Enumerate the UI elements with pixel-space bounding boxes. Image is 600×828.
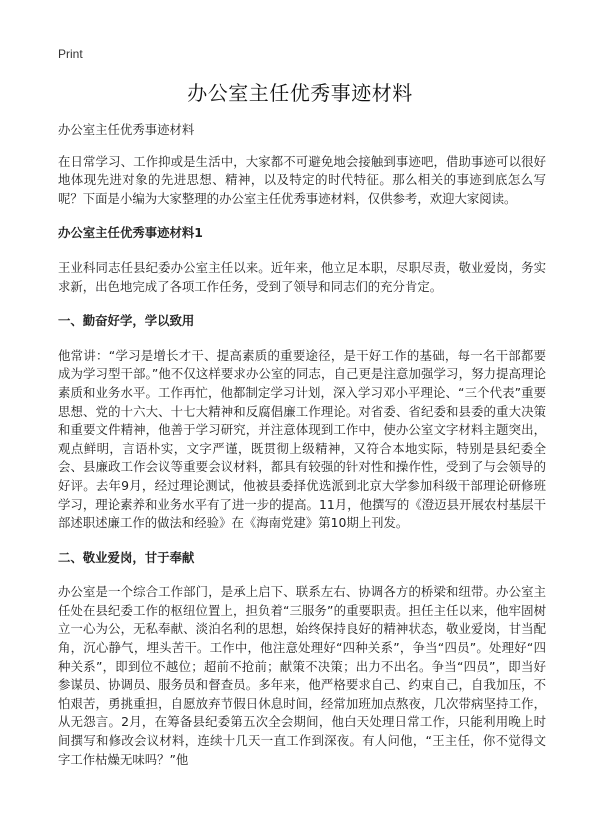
dedication-paragraph: 办公室是一个综合工作部门，是承上启下、联系左右、协调各方的桥梁和纽带。办公室主任处在县纪委工作的枢纽位置上，担负着“三服务”的重要职责。担任主任以来，他牢固树立一心为公，无私奉献、淡泊名利的思想，始终保持良好的精神状态，敬业爱岗，甘当配角，沉心静气，埋头苦干。工作中，他注意处理好“四种关系”，争当“四员”。处理好“四种关系”，即到位不越位；超前不抢前；献策不决策；出力不出名。争当“四员”，即当好参谋员、协调员、服务员和督查员。多年来，他严格要求自己、约束自己，自我加压，不怕艰苦，勇挑重担，自愿放弃节假日休息时间，经常加班加点熬夜，几次带病坚持工作，从无怨言。2月，在筹备县纪委第五次全会期间，他白天处理日常工作，只能利用晚上时间撰写和修改会议材料，连续十几天一直工作到深夜。有人问他，“王主任，你不觉得文字工作枯燥无味吗？”他 — [58, 584, 546, 767]
intro-paragraph: 在日常学习、工作抑或是生活中，大家都不可避免地会接触到事迹吧，借助事迹可以很好地体现先进对象的先进思想、精神，以及特定的时代特征。那么相关的事迹到底怎么写呢？下面是小编为大家整理的办公室主任优秀事迹材料，仅供参考，欢迎大家阅读。 — [58, 153, 546, 206]
print-link[interactable]: Print — [58, 47, 83, 61]
section-heading: 办公室主任优秀事迹材料1 — [58, 225, 203, 241]
subheading-dedication: 二、敬业爱岗，甘于奉献 — [58, 549, 195, 565]
section-intro-paragraph: 王业科同志任县纪委办公室主任以来。近年来，他立足本职，尽职尽责，敬业爱岗，务实求新，出色地完成了各项工作任务，受到了领导和同志们的充分肯定。 — [58, 259, 546, 294]
subheading-study: 一、勤奋好学，学以致用 — [58, 313, 195, 329]
article-subtitle: 办公室主任优秀事迹材料 — [58, 122, 195, 137]
page-title: 办公室主任优秀事迹材料 — [187, 81, 413, 105]
study-paragraph: 他常讲：“学习是增长才干、提高素质的重要途径，是干好工作的基础，每一名干部都要成为学习型干部。”他不仅这样要求办公室的同志，自己更是注意加强学习，努力提高理论素质和业务水平。工作再忙，他都制定学习计划，深入学习邓小平理论、“三个代表”重要思想、党的十六大、十七大精神和反腐倡廉工作理论。对省委、省纪委和县委的重大决策和重要文件精神，他善于学习研究，并注意体现到工作中，使办公室文字材料主题突出，观点鲜明，言语朴实，文字严谨，既贯彻上级精神，又符合本地实际，特别是县纪委全会、县廉政工作会议等重要会议材料，都具有较强的针对性和操作性，受到了与会领导的好评。去年9月，经过理论测试，他被县委择优选派到北京大学参加科级干部理论研修班学习，理论素养和业务水平有了进一步的提高。11月，他撰写的《澄迈县开展农村基层干部述职述廉工作的做法和经验》在《海南党建》第10期上刊发。 — [58, 347, 546, 531]
article-body — [58, 121, 546, 785]
